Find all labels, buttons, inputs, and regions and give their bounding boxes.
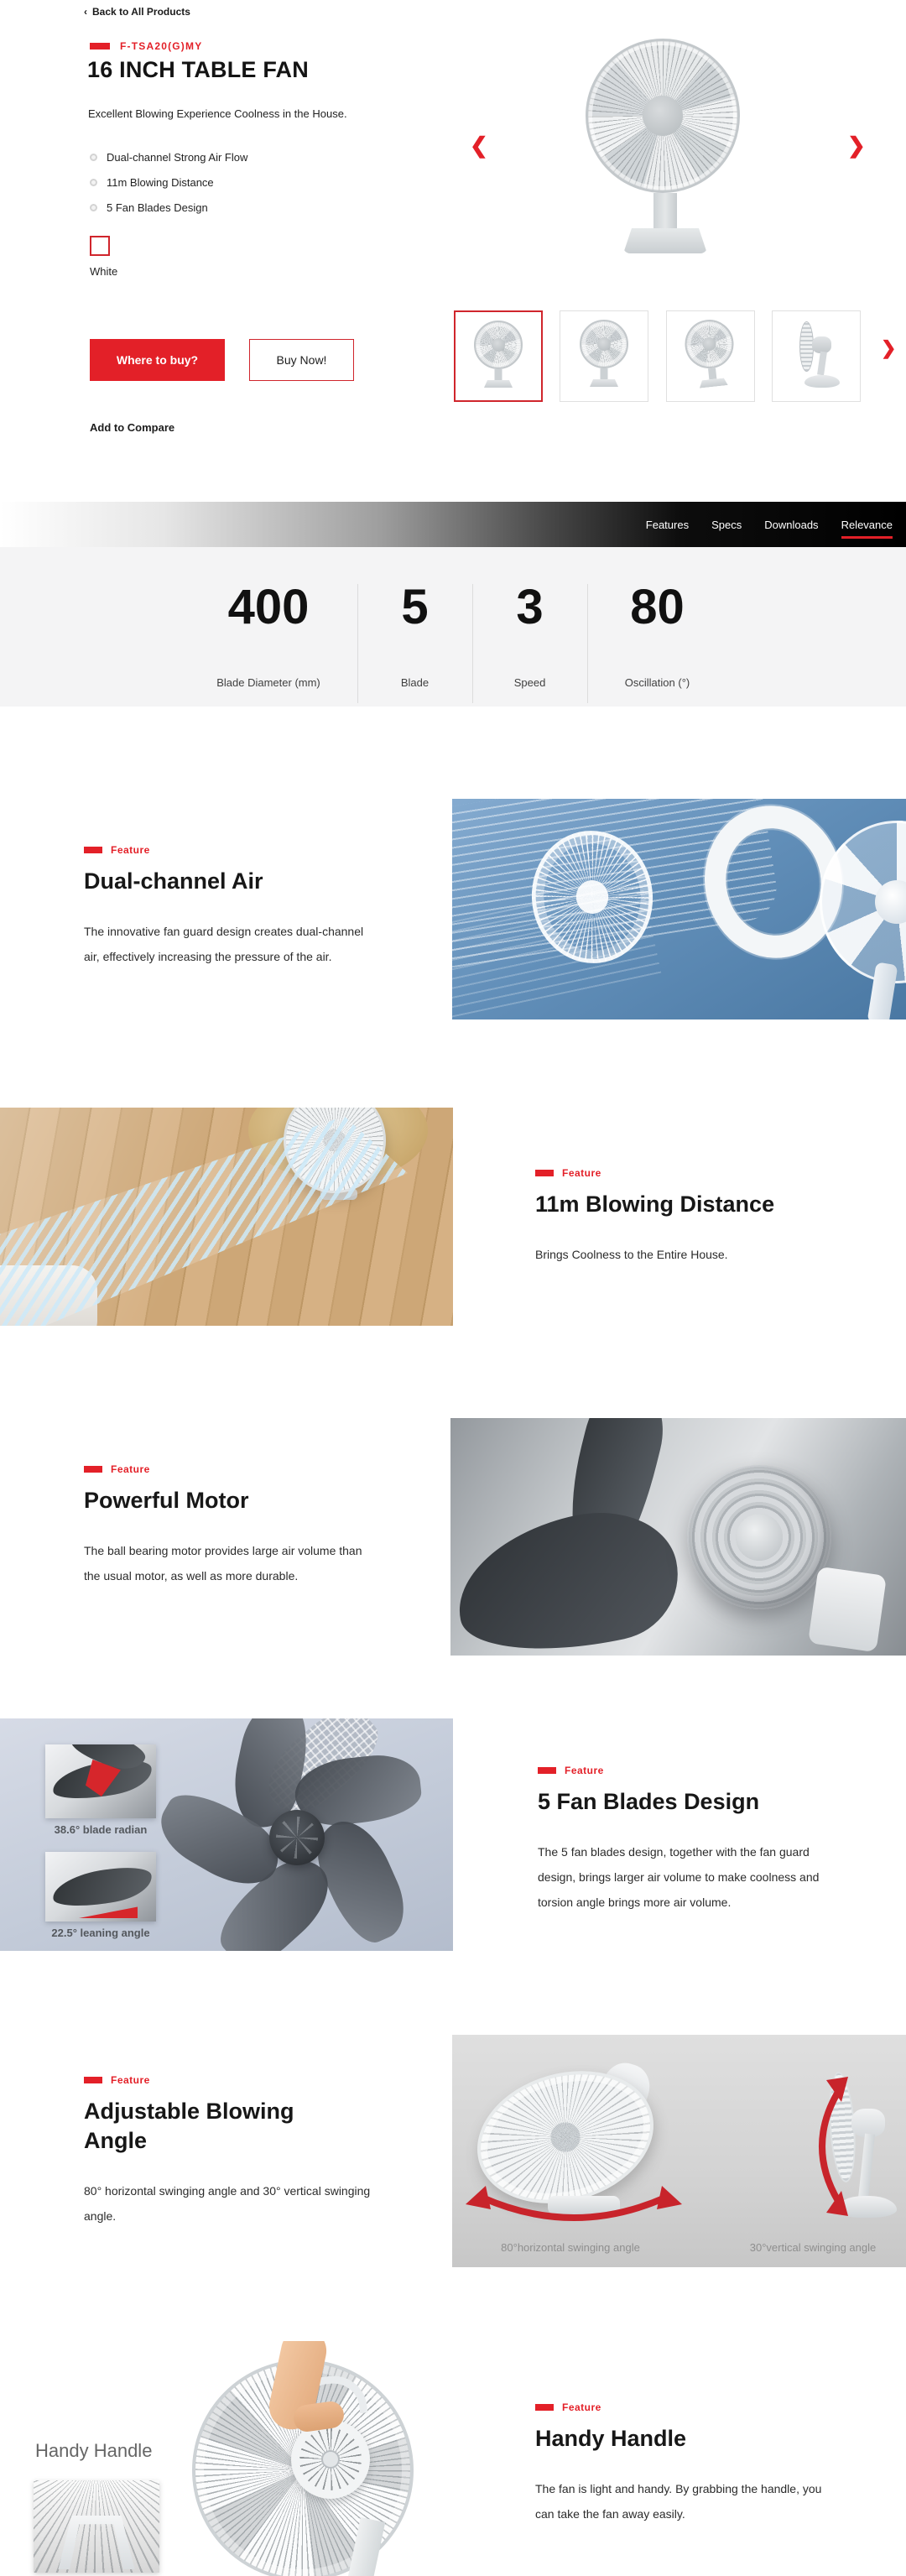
carousel-prev-icon[interactable]: ❮ xyxy=(470,133,488,158)
stat-divider xyxy=(472,584,473,703)
feature-body: 80° horizontal swinging angle and 30° vertical swinging angle. xyxy=(84,2184,371,2223)
horizontal-swing-caption: 80°horizontal swinging angle xyxy=(501,2241,640,2254)
thumbnail-2[interactable] xyxy=(560,310,648,402)
feature-image-dual-channel-air xyxy=(452,799,906,1019)
stat-label: Blade xyxy=(400,676,430,689)
page-title: 16 INCH TABLE FAN xyxy=(87,57,309,82)
stat-divider xyxy=(357,584,358,703)
feature-section-dual-channel-air xyxy=(84,844,403,969)
feature-title: 5 Fan Blades Design xyxy=(538,1789,760,1814)
back-chevron-icon: ‹ xyxy=(84,6,87,18)
stat-speed xyxy=(477,547,582,689)
bullet-icon xyxy=(90,204,97,211)
buy-now-button[interactable]: Buy Now! xyxy=(249,339,354,381)
leaning-angle-inset-photo xyxy=(45,1852,156,1922)
feature-tag-icon xyxy=(84,847,102,853)
stat-oscillation xyxy=(592,547,722,689)
tab-features[interactable]: Features xyxy=(645,518,690,531)
fan-guard-graphic xyxy=(586,39,740,193)
feature-section-blowing-distance xyxy=(535,1167,854,1267)
leaning-angle-caption: 22.5° leaning angle xyxy=(51,1927,150,1939)
stat-label: Speed xyxy=(513,676,546,689)
feature-title: Handy Handle xyxy=(535,2426,687,2451)
feature-tag-icon xyxy=(535,1170,554,1176)
vertical-swing-caption: 30°vertical swinging angle xyxy=(749,2241,877,2254)
propeller-hub-graphic xyxy=(269,1810,325,1865)
fan-hub-graphic xyxy=(643,96,683,136)
feature-section-powerful-motor xyxy=(84,1463,403,1588)
thumbnail-fan-front xyxy=(560,311,648,401)
product-photo-main[interactable] xyxy=(586,39,745,258)
blade-radian-inset-photo xyxy=(45,1744,156,1818)
stat-value: 400 xyxy=(227,580,310,634)
key-specs-bar xyxy=(0,547,906,707)
thumbnail-3[interactable] xyxy=(666,310,755,402)
thumbnail-4[interactable] xyxy=(772,310,861,402)
feature-tag-label: Feature xyxy=(111,1463,150,1475)
thumbnail-fan-side xyxy=(773,311,860,401)
feature-section-adjustable-angle xyxy=(84,2074,403,2229)
feature-tag-label: Feature xyxy=(562,2401,601,2413)
feature-tag-icon xyxy=(84,2077,102,2083)
feature-body: The fan is light and handy. By grabbing the handle, you can take the fan away easily. xyxy=(535,2482,822,2521)
feature-body: Brings Coolness to the Entire House. xyxy=(535,1248,728,1261)
feature-title: 11m Blowing Distance xyxy=(535,1192,775,1217)
stat-label: Oscillation (°) xyxy=(624,676,690,689)
tab-relevance[interactable]: Relevance xyxy=(841,518,893,531)
feature-tag-label: Feature xyxy=(111,2074,150,2086)
horizontal-swing-arrow-icon xyxy=(464,2184,684,2236)
model-row xyxy=(90,40,202,52)
color-swatch-white[interactable] xyxy=(90,236,110,256)
fan-base-graphic xyxy=(623,228,707,253)
product-tagline: Excellent Blowing Experience Coolness in the House. xyxy=(88,107,347,120)
add-to-compare-link[interactable]: Add to Compare xyxy=(90,421,175,434)
bullet-item xyxy=(90,169,247,195)
thumbnails-next-icon[interactable]: ❯ xyxy=(881,337,897,358)
feature-tag-icon xyxy=(84,1466,102,1473)
model-flag-icon xyxy=(90,43,110,50)
bullet-label: 11m Blowing Distance xyxy=(107,175,214,189)
feature-section-five-blades xyxy=(538,1765,857,1915)
blade-graphic xyxy=(450,1497,690,1656)
model-code: F-TSA20(G)MY xyxy=(120,40,203,52)
thumbnail-1[interactable] xyxy=(454,310,543,402)
where-to-buy-button[interactable]: Where to buy? xyxy=(90,339,225,381)
blade-radian-caption: 38.6° blade radian xyxy=(54,1823,148,1836)
feature-image-blowing-distance xyxy=(0,1108,453,1326)
handy-handle-image-label: Handy Handle xyxy=(35,2440,153,2461)
motor-mount-graphic xyxy=(808,1567,887,1653)
bullet-label: Dual-channel Strong Air Flow xyxy=(107,150,248,164)
back-link-label: Back to All Products xyxy=(92,6,190,18)
feature-image-handy-handle xyxy=(0,2341,471,2576)
motor-graphic xyxy=(687,1465,831,1609)
feature-tag-label: Feature xyxy=(111,844,150,856)
feature-title: Adjustable Blowing Angle xyxy=(84,2099,294,2153)
feature-section-handy-handle xyxy=(535,2401,854,2526)
bullet-icon xyxy=(90,154,97,161)
handle-closeup-inset-photo xyxy=(34,2480,159,2573)
feature-title: Powerful Motor xyxy=(84,1488,249,1513)
stat-blade-diameter xyxy=(180,547,357,689)
product-section-nav xyxy=(0,502,906,547)
feature-image-five-blades xyxy=(0,1718,453,1951)
motor-cover-graphic xyxy=(291,2420,370,2499)
back-link[interactable] xyxy=(84,6,190,18)
feature-body: The 5 fan blades design, together with the fan guard design, brings larger air volume to make coolness and torsion angle brings more air volume. xyxy=(538,1845,820,1909)
feature-image-adjustable-angle xyxy=(452,2035,906,2267)
stat-value: 80 xyxy=(630,580,685,634)
stat-value: 5 xyxy=(401,580,429,634)
thumbnail-fan-angled xyxy=(663,307,759,405)
bullet-icon xyxy=(90,179,97,186)
stat-divider xyxy=(587,584,588,703)
thumbnail-fan-front xyxy=(456,312,541,400)
fan-neck-graphic xyxy=(653,193,677,230)
feature-image-powerful-motor xyxy=(450,1418,906,1656)
vertical-swing-arrow-icon xyxy=(803,2075,850,2218)
carousel-next-icon[interactable]: ❯ xyxy=(847,133,866,158)
feature-body: The ball bearing motor provides large air volume than the usual motor, as well as more durable. xyxy=(84,1544,362,1583)
bullet-label: 5 Fan Blades Design xyxy=(107,201,208,214)
feature-title: Dual-channel Air xyxy=(84,868,263,894)
bullet-item xyxy=(90,195,247,220)
product-bullet-list xyxy=(90,144,247,220)
feature-tag-label: Feature xyxy=(565,1765,604,1776)
feature-body: The innovative fan guard design creates dual-channel air, effectively increasing the pressure of the air. xyxy=(84,925,364,963)
tab-downloads[interactable]: Downloads xyxy=(764,518,819,531)
stat-value: 3 xyxy=(516,580,544,634)
blade-closeup-graphic xyxy=(49,1862,154,1912)
feature-tag-label: Feature xyxy=(562,1167,601,1179)
feature-tag-icon xyxy=(538,1767,556,1774)
tab-specs[interactable]: Specs xyxy=(711,518,742,531)
feature-tag-icon xyxy=(535,2404,554,2411)
stat-label: Blade Diameter (mm) xyxy=(216,676,320,689)
handle-closeup-graphic xyxy=(49,2516,144,2569)
stat-blade-count xyxy=(362,547,467,689)
color-name-label: White xyxy=(90,265,118,278)
bullet-item xyxy=(90,144,247,169)
